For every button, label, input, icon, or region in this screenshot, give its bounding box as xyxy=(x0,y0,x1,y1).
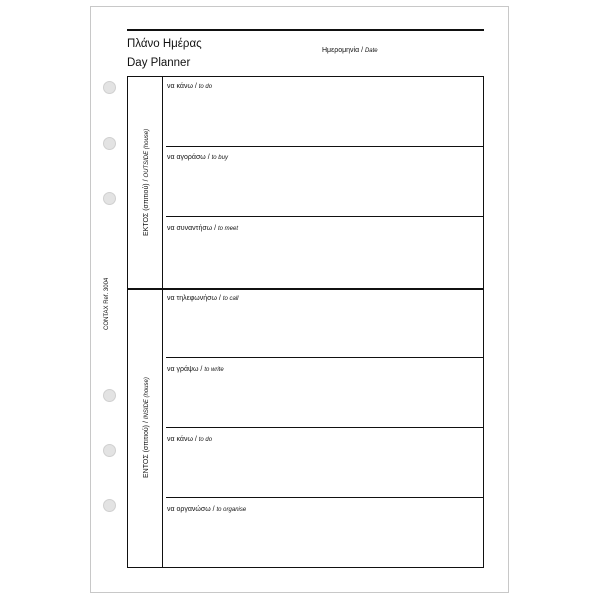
title-greek: Πλάνο Ημέρας xyxy=(127,38,202,50)
row-label-to-buy: να αγοράσω / to buy xyxy=(167,154,228,161)
binder-hole xyxy=(103,81,116,94)
row-label-to-do-inside: να κάνω / to do xyxy=(167,436,213,443)
row-line xyxy=(166,357,484,358)
row-line xyxy=(166,216,484,217)
binder-hole xyxy=(103,499,116,512)
row-label-to-call: να τηλεφωνήσω / to call xyxy=(167,295,239,302)
row-label-greek: να συναντήσω xyxy=(167,225,213,232)
row-label-english: to do xyxy=(198,437,213,443)
planner-grid xyxy=(127,76,484,568)
row-label-english: to do xyxy=(198,84,213,90)
row-label-to-organise: να οργανώσω / to organise xyxy=(167,506,247,513)
date-label-greek: Ημερομηνία xyxy=(322,47,360,54)
row-line xyxy=(166,497,484,498)
row-label-to-write: να γράψω / to write xyxy=(167,366,224,373)
row-label-english: to organise xyxy=(216,507,247,513)
row-label-to-do: να κάνω / to do xyxy=(167,83,213,90)
row-label-greek: να γράψω xyxy=(167,366,199,373)
row-label-greek: να τηλεφωνήσω xyxy=(167,295,217,302)
binder-hole xyxy=(103,444,116,457)
row-label-greek: να κάνω xyxy=(167,83,193,90)
row-label-greek: να αγοράσω xyxy=(167,154,206,161)
reference-code: CONTAX Ref. 3004 xyxy=(104,277,110,330)
row-label-english: to call xyxy=(222,296,239,302)
binder-hole xyxy=(103,192,116,205)
row-label-english: to write xyxy=(204,367,224,373)
section-label-greek: ΕΝΤΟΣ (σπιτιού) xyxy=(143,425,150,478)
row-label-english: to buy xyxy=(211,155,228,161)
row-label-greek: να κάνω xyxy=(167,436,193,443)
section-split xyxy=(127,288,484,290)
row-line xyxy=(166,427,484,428)
section-label-inside: ΕΝΤΟΣ (σπιτιού) / INSIDE (house) xyxy=(143,377,150,478)
section-label-english: OUTSIDE (house) xyxy=(144,128,150,178)
row-label-greek: να οργανώσω xyxy=(167,506,211,513)
date-label xyxy=(322,47,378,54)
section-label-english: INSIDE (house) xyxy=(144,377,150,420)
title-english: Day Planner xyxy=(127,57,191,69)
section-divider xyxy=(162,76,163,568)
date-label-english: Date xyxy=(364,48,378,54)
binder-hole xyxy=(103,137,116,150)
row-label-english: to meet xyxy=(217,226,238,232)
top-rule xyxy=(127,29,484,31)
section-label-greek: ΕΚΤΟΣ (σπιτιού) xyxy=(143,183,150,236)
row-label-to-meet: να συναντήσω / to meet xyxy=(167,225,238,232)
binder-hole xyxy=(103,389,116,402)
row-line xyxy=(166,146,484,147)
section-label-outside: ΕΚΤΟΣ (σπιτιού) / OUTSIDE (house) xyxy=(143,128,150,236)
date-separator: / xyxy=(359,47,365,54)
